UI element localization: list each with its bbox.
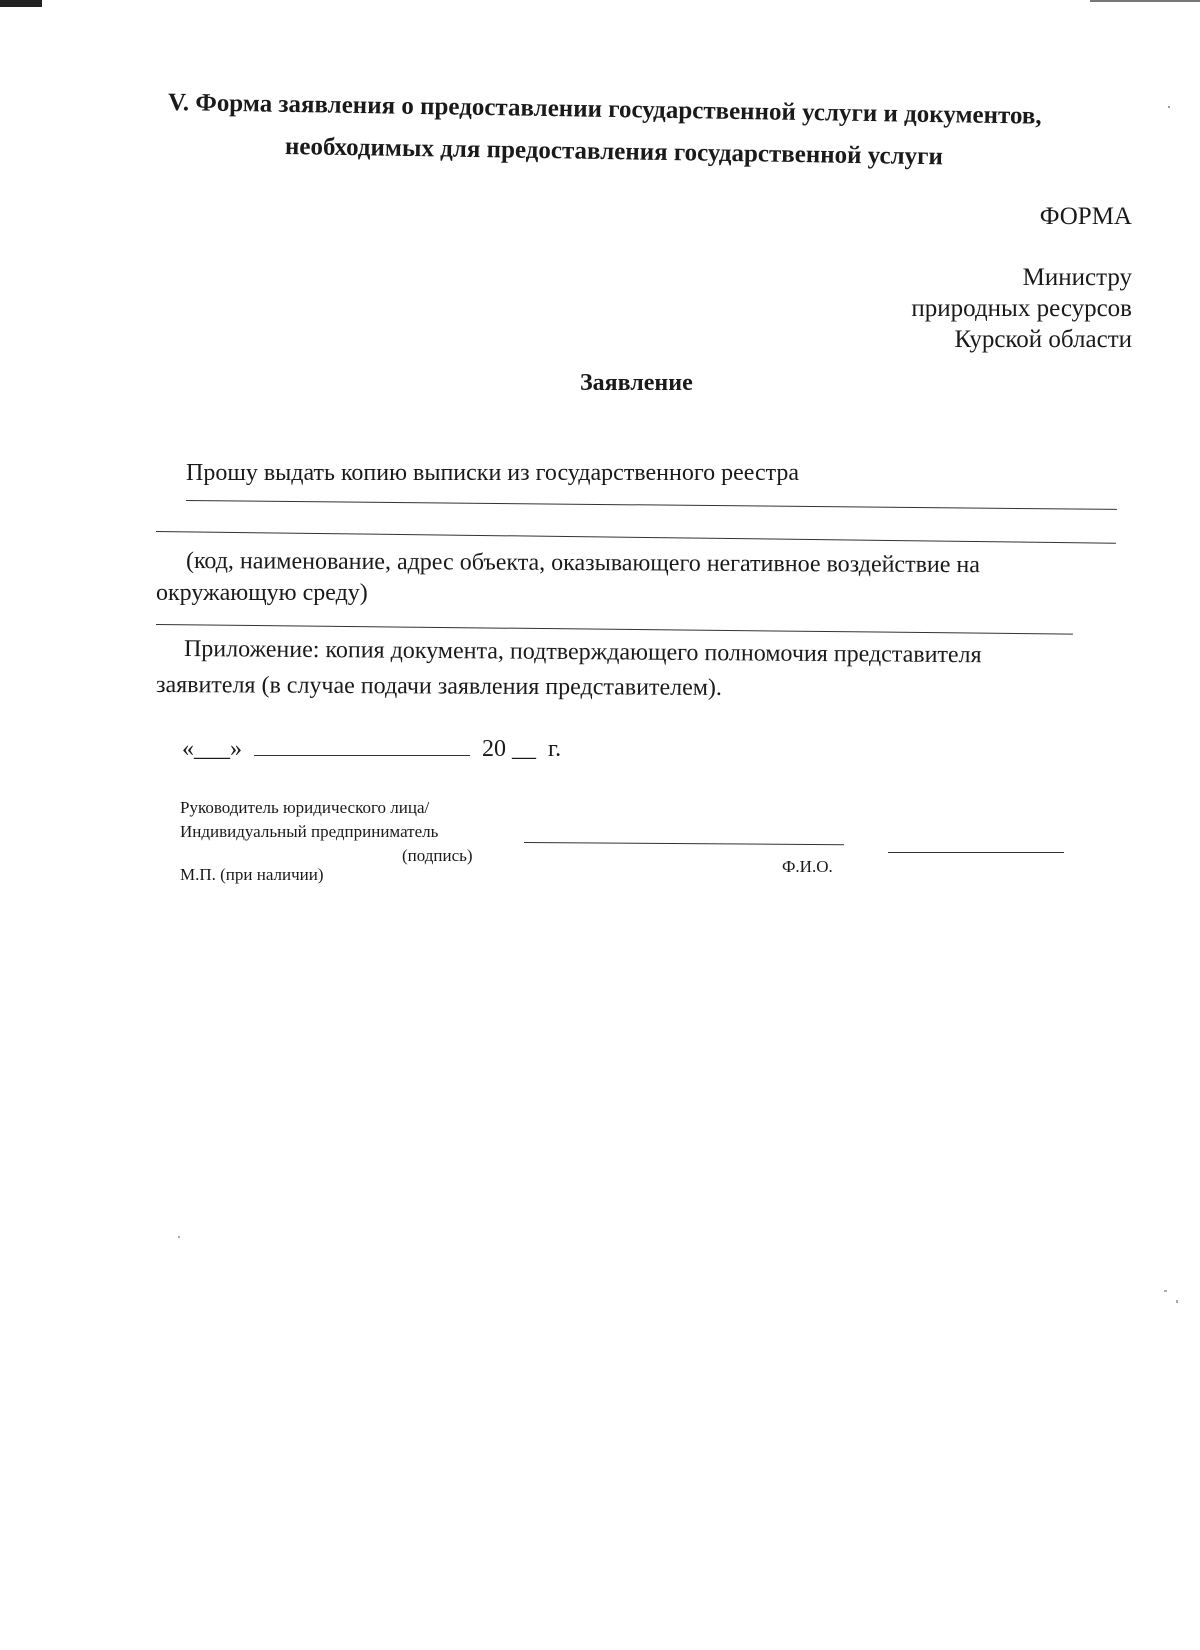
signatory-line-1: Руководитель юридического лица/: [180, 798, 430, 817]
signature-label: (подпись): [402, 846, 473, 865]
date-year-suffix: г.: [548, 736, 562, 762]
date-year-prefix: 20: [482, 736, 506, 762]
object-hint-line-1: (код, наименование, адрес объекта, оказывающего негативное воздействие на: [185, 548, 981, 579]
object-blank-line-2: [156, 531, 1116, 544]
scan-artifact-top-right: [1090, 0, 1200, 2]
form-heading-line-1: V. Форма заявления о предоставлении государственной услуги и документов,: [167, 89, 1042, 130]
addressee-line-3: Курской области: [954, 326, 1132, 353]
date-day-blank: «___»: [182, 736, 242, 762]
attachment-line-2: заявителя (в случае подачи заявления представителем).: [155, 672, 723, 701]
scan-speck: [1176, 1300, 1178, 1303]
name-blank-line: [888, 852, 1064, 853]
signatory-line-2: Индивидуальный предприниматель: [180, 822, 439, 841]
request-text: Прошу выдать копию выписки из государственного реестра: [186, 460, 800, 486]
scan-speck: [178, 1236, 180, 1238]
document-title: Заявление: [580, 370, 693, 396]
object-blank-line-1: [186, 500, 1117, 510]
addressee-line-2: природных ресурсов: [911, 295, 1132, 322]
date-year-blank: __: [512, 736, 536, 762]
form-label: ФОРМА: [1039, 203, 1132, 230]
object-hint-line-2: окружающую среду): [156, 580, 368, 606]
signature-blank-line: [524, 842, 844, 845]
date-month-blank: [254, 733, 470, 756]
scan-artifact-top-left: [0, 0, 42, 7]
addressee-line-1: Министру: [1022, 264, 1132, 291]
scan-speck: [1168, 106, 1170, 108]
form-heading-line-2: необходимых для предоставления государственной услуги: [284, 133, 944, 171]
date-line: [182, 733, 561, 764]
attachment-line-1: Приложение: копия документа, подтверждающего полномочия представителя: [183, 636, 982, 669]
name-label: Ф.И.О.: [782, 857, 833, 876]
scan-speck: [1164, 1290, 1167, 1292]
attachment-blank-line: [156, 624, 1073, 635]
stamp-label: М.П. (при наличии): [180, 865, 324, 884]
